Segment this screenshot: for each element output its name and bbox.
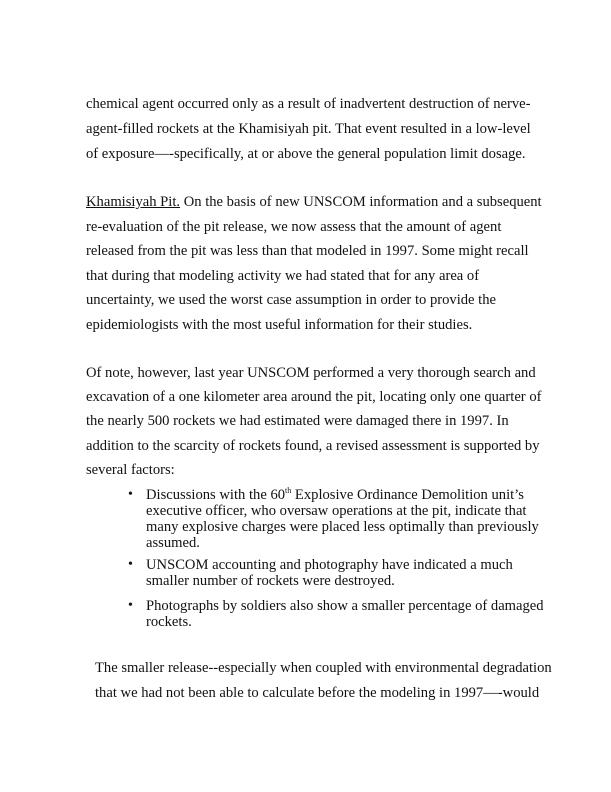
p2-line-4: that during that modeling activity we had stated that for any area of	[86, 268, 480, 284]
bullet-1-line-1	[146, 487, 524, 503]
p3-line-5: several factors:	[86, 462, 175, 478]
bullet-icon: •	[128, 487, 133, 502]
p3-line-1: Of note, however, last year UNSCOM performed a very thorough search and	[86, 365, 536, 381]
p3-line-3: the nearly 500 rockets we had estimated were damaged there in 1997. In	[86, 413, 509, 429]
p2-line-2: re-evaluation of the pit release, we now assess that the amount of agent	[86, 219, 502, 235]
p1-line-3: of exposure—-specifically, at or above the general population limit dosage.	[86, 146, 526, 162]
bullet-1-line-4: assumed.	[146, 535, 200, 551]
p4-line-1: The smaller release--especially when coupled with environmental degradation	[95, 660, 552, 676]
bullet-icon: •	[128, 598, 133, 613]
p2-line-1	[86, 194, 542, 210]
bullet-3-line-1: Photographs by soldiers also show a smaller percentage of damaged	[146, 598, 544, 614]
p2-line-1-text: On the basis of new UNSCOM information and a subsequent	[180, 194, 542, 210]
bullet-2-line-2: smaller number of rockets were destroyed.	[146, 573, 395, 589]
bullet-3-line-2: rockets.	[146, 614, 192, 630]
bullet-1-line-3: many explosive charges were placed less optimally than previously	[146, 519, 539, 535]
p3-line-4: addition to the scarcity of rockets found, a revised assessment is supported by	[86, 438, 540, 454]
p1-line-2: agent-filled rockets at the Khamisiyah pit. That event resulted in a low-level	[86, 121, 531, 137]
bullet-1-line-2: executive officer, who oversaw operations at the pit, indicate that	[146, 503, 527, 519]
p2-line-5: uncertainty, we used the worst case assumption in order to provide the	[86, 292, 496, 308]
p4-line-2: that we had not been able to calculate before the modeling in 1997—-would	[95, 685, 540, 701]
p2-line-6: epidemiologists with the most useful information for their studies.	[86, 317, 473, 333]
bullet-icon: •	[128, 557, 133, 572]
p2-line-3: released from the pit was less than that modeled in 1997. Some might recall	[86, 243, 529, 259]
bullet-2-line-1: UNSCOM accounting and photography have indicated a much	[146, 557, 513, 573]
p3-line-2: excavation of a one kilometer area around the pit, locating only one quarter of	[86, 389, 542, 405]
p1-line-1: chemical agent occurred only as a result of inadvertent destruction of nerve-	[86, 96, 531, 112]
bullet-1-text-a: Discussions with the 60	[146, 487, 286, 503]
ordinal-superscript: th	[285, 486, 292, 495]
section-heading-khamisiyah-pit: Khamisiyah Pit.	[86, 194, 181, 210]
bullet-1-text-b: Explosive Ordinance Demolition unit’s	[291, 487, 524, 503]
